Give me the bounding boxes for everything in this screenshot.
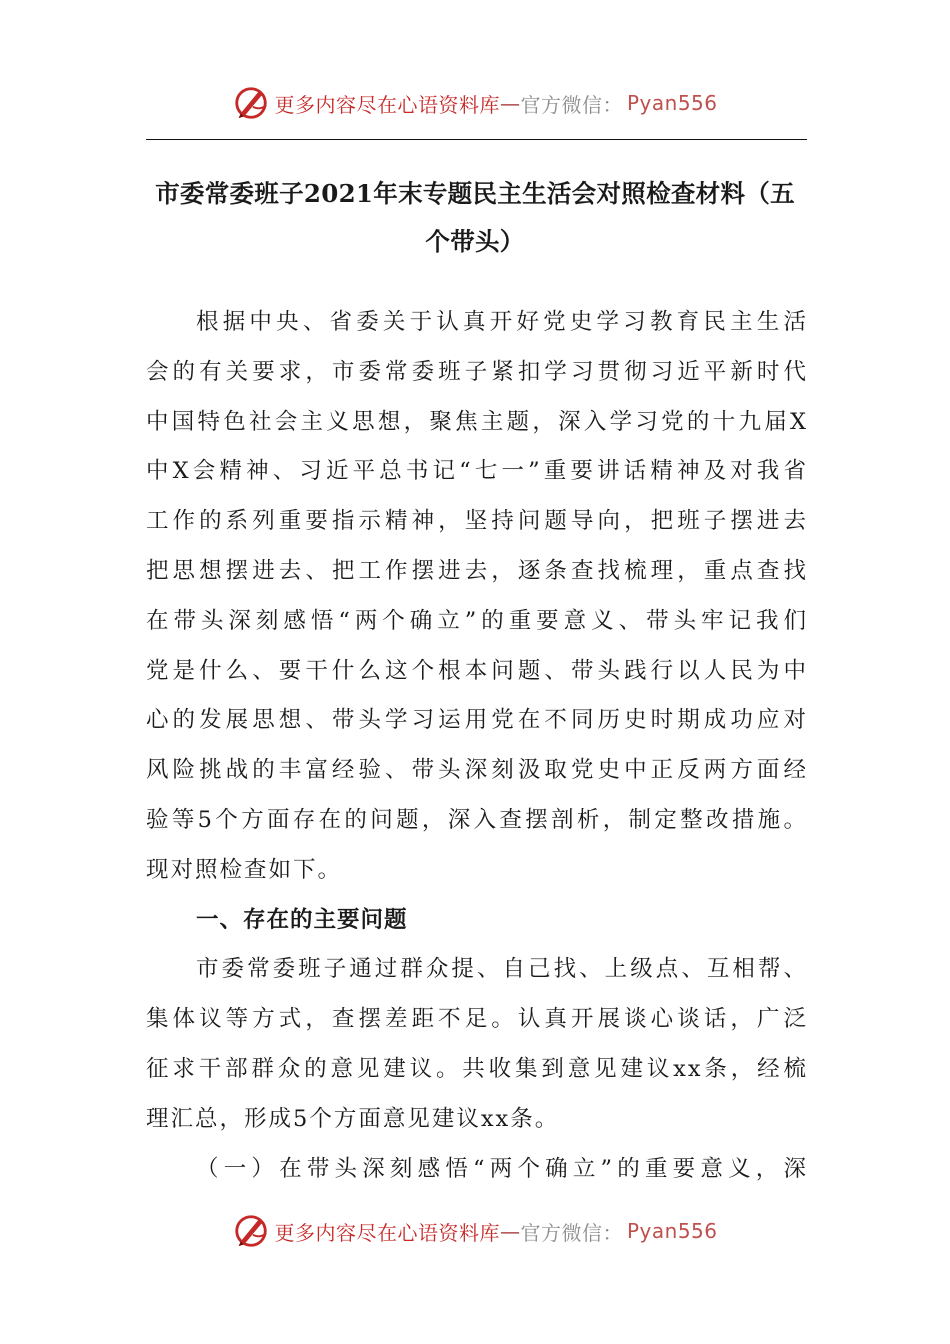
document-body	[146, 298, 808, 1194]
body-line: 征求干部群众的意见建议。共收集到意见建议xx条，经梳	[146, 1055, 808, 1082]
watermark-wechat-id: Pyan556	[626, 91, 718, 115]
body-line: 在带头深刻感悟“两个确立”的重要意义、带头牢记我们	[146, 607, 808, 634]
body-line: 理汇总，形成5个方面意见建议xx条。	[146, 1105, 560, 1132]
document-title	[140, 170, 810, 266]
watermark-separator: —	[499, 91, 521, 115]
body-line: 根据中央、省委关于认真开好党史学习教育民主生活	[196, 309, 808, 335]
title-line-2: 个带头）	[425, 227, 525, 256]
pen-logo-icon	[232, 84, 270, 122]
body-line: 中国特色社会主义思想，聚焦主题，深入学习党的十九届X	[146, 408, 808, 435]
watermark-wechat-id: Pyan556	[626, 1219, 718, 1243]
body-line: 党是什么、要干什么这个根本问题、带头践行以人民为中	[146, 657, 808, 684]
body-line: 集体议等方式，查摆差距不足。认真开展谈心谈话，广泛	[146, 1006, 808, 1033]
body-line: 风险挑战的丰富经验、带头深刻汲取党史中正反两方面经	[146, 757, 808, 784]
body-line: 会的有关要求，市委常委班子紧扣学习贯彻习近平新时代	[146, 358, 808, 385]
body-line: 验等5个方面存在的问题，深入查摆剖析，制定整改措施。	[146, 806, 808, 833]
watermark-official-label: 官方微信：	[520, 1220, 623, 1245]
section-heading-1: 一、存在的主要问题	[196, 906, 408, 933]
header-divider	[146, 139, 807, 140]
title-line-1: 市委常委班子2021年末专题民主生活会对照检查材料（五	[155, 179, 795, 208]
subsection-heading-1: （一）在带头深刻感悟“两个确立”的重要意义，深	[196, 1155, 808, 1182]
body-line: 现对照检查如下。	[146, 856, 343, 883]
body-line: 市委常委班子通过群众提、自己找、上级点、互相帮、	[196, 956, 808, 983]
body-line: 心的发展思想、带头学习运用党在不同历史时期成功应对	[146, 707, 808, 734]
watermark-header	[0, 84, 950, 122]
watermark-site-text: 更多内容尽在心语资料库	[274, 92, 500, 117]
watermark-separator: —	[499, 1219, 521, 1243]
watermark-official-label: 官方微信：	[520, 92, 623, 117]
pen-logo-icon	[232, 1212, 270, 1250]
body-line: 工作的系列重要指示精神，坚持问题导向，把班子摆进去	[146, 508, 808, 535]
watermark-footer	[0, 1212, 950, 1250]
body-line: 把思想摆进去、把工作摆进去，逐条查找梳理，重点查找	[146, 557, 808, 584]
watermark-site-text: 更多内容尽在心语资料库	[274, 1220, 500, 1245]
body-line: 中X会精神、习近平总书记“七一”重要讲话精神及对我省	[146, 458, 808, 485]
